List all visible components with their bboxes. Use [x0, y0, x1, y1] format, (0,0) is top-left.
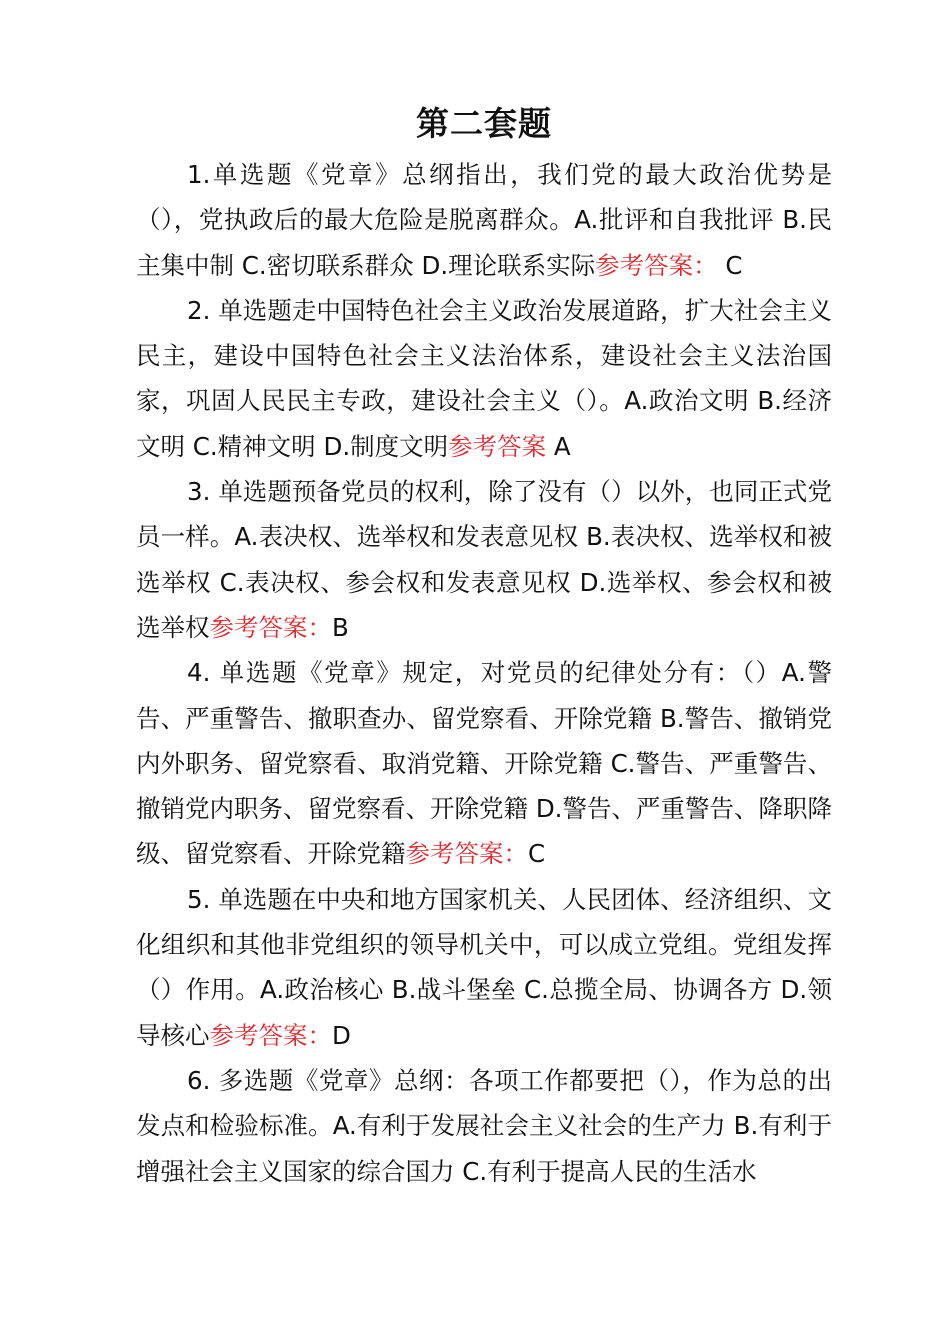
question-5 — [136, 877, 832, 1058]
answer-label: 参考答案： — [209, 612, 332, 642]
answer-label: 参考答案 — [448, 431, 547, 461]
document-title: 第二套题 — [416, 104, 552, 143]
question-text: 6. 多选题《党章》总纲：各项工作都要把（），作为总的出发点和检验标准。A.有利于发展社会主义社会的生产力 B.有利于增强社会主义国家的综合国力 C.有利于提高人民的生活水 — [136, 1065, 832, 1186]
answer-label: 参考答案： — [595, 250, 718, 280]
answer-value: B — [332, 612, 349, 642]
question-4 — [136, 650, 832, 876]
question-2 — [136, 288, 832, 469]
question-text: 5. 单选题在中央和地方国家机关、人民团体、经济组织、文化组织和其他非党组织的领导机关中，可以成立党组。党组发挥（）作用。A.政治核心 B.战斗堡垒 C.总揽全局、协调各方 D.领导核心 — [136, 884, 832, 1050]
question-1 — [136, 152, 832, 288]
answer-value: A — [546, 431, 571, 461]
question-text: 2. 单选题走中国特色社会主义政治发展道路，扩大社会主义民主，建设中国特色社会主义法治体系，建设社会主义法治国家，巩固人民民主专政，建设社会主义（）。A.政治文明 B.经济文明 C.精神文明 D.制度文明 — [136, 295, 832, 461]
question-3 — [136, 469, 832, 650]
question-text: 1.单选题《党章》总纲指出，我们党的最大政治优势是（），党执政后的最大危险是脱离群众。A.批评和自我批评 B.民主集中制 C.密切联系群众 D.理论联系实际 — [136, 160, 832, 280]
answer-value: D — [332, 1020, 351, 1050]
answer-label: 参考答案： — [209, 1020, 332, 1050]
question-text: 4. 单选题《党章》规定，对党员的纪律处分有：（）A.警告、严重警告、撤职查办、留党察看、开除党籍 B.警告、撤销党内外职务、留党察看、取消党籍、开除党籍 C.警告、严重警告、撤销党内职务、留党察看、开除党籍 D.警告、严重警告、降职降级、留党察看、开除党籍 — [136, 658, 832, 869]
answer-label: 参考答案： — [405, 839, 528, 869]
document-page — [136, 96, 832, 1194]
question-text: 3. 单选题预备党员的权利，除了没有（）以外，也同正式党员一样。A.表决权、选举权和发表意见权 B.表决权、选举权和被选举权 C.表决权、参会权和发表意见权 D.选举权、参会权和被选举权 — [136, 477, 832, 642]
question-6 — [136, 1058, 832, 1194]
answer-value: C — [528, 839, 546, 869]
answer-value: C — [717, 250, 743, 280]
